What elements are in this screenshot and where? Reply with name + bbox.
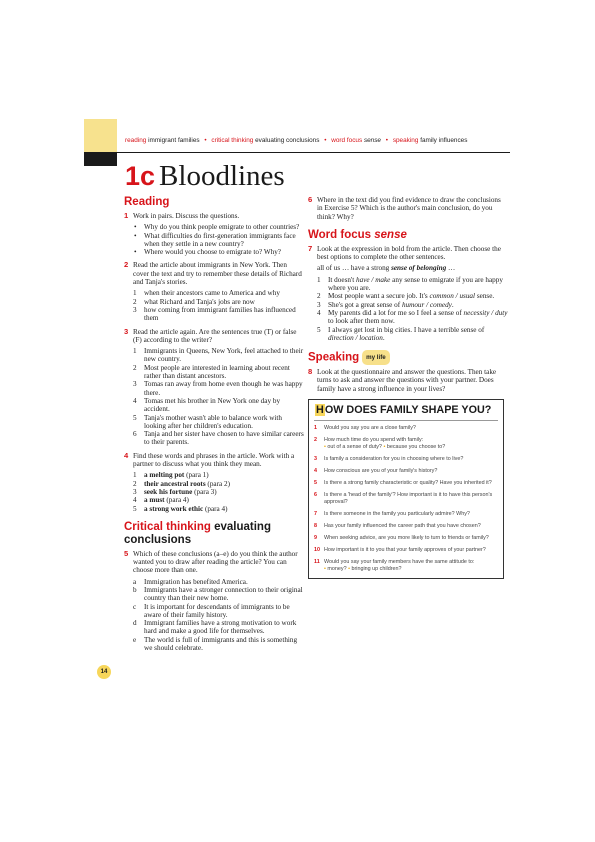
- exercise-4: [124, 452, 304, 469]
- list-item: • Where would you choose to emigrate to? Why?: [134, 248, 281, 257]
- questionnaire-title-text: OW DOES FAMILY SHAPE YOU?: [324, 404, 492, 417]
- sentence-part: .: [451, 300, 454, 309]
- word-focus-heading-word: sense: [374, 228, 407, 241]
- question-text: Would you say your family members have the same attitude to:: [324, 559, 475, 566]
- sentence-part: My parents did a lot for me so I feel a sense of: [328, 308, 464, 317]
- critical-thinking-heading: [124, 521, 304, 547]
- list-item-number: 4: [133, 496, 137, 505]
- phrase: their ancestral roots: [144, 479, 206, 488]
- questionnaire-item: [314, 547, 498, 554]
- question-number: 10: [314, 547, 320, 554]
- list-item: [124, 578, 304, 586]
- list-item-text: What difficulties do first-generation immigrants face when they settle in a new country?: [144, 231, 296, 248]
- phrase: a melting pot: [144, 471, 185, 480]
- list-item-text: what Richard and Tanja's jobs are now: [144, 297, 255, 306]
- reading-heading: Reading: [124, 196, 170, 208]
- right-column: [308, 196, 508, 579]
- critical-heading-red: Critical thinking: [124, 520, 211, 533]
- list-item: • Why do you think people emigrate to other countries?: [134, 223, 300, 232]
- question-number: 4: [314, 468, 317, 475]
- list-item: [308, 326, 508, 343]
- question-number: 3: [314, 456, 317, 463]
- question-number: 9: [314, 535, 317, 542]
- sentence-options: have / make: [356, 275, 391, 284]
- example-text: …: [446, 264, 456, 273]
- list-item-number: 1: [133, 471, 137, 480]
- list-item-text: Immigrants in Queens, New York, feel attached to their new country.: [144, 347, 304, 364]
- list-item-number: 3: [133, 305, 137, 314]
- topic-reading-label: reading: [125, 137, 147, 144]
- exercise-6: [308, 196, 508, 221]
- list-item: [308, 301, 508, 309]
- topic-wordfocus-label: word focus: [331, 137, 363, 144]
- exercise-number: 5: [124, 548, 129, 558]
- list-item-text: Tomas met his brother in New York one day by accident.: [144, 396, 281, 414]
- sentence-part: sense.: [475, 292, 495, 301]
- para-ref: (para 4): [166, 496, 189, 505]
- list-item-text: The world is full of immigrants and this is something we should celebrate.: [144, 635, 298, 653]
- para-ref: (para 4): [204, 504, 228, 513]
- exercise-7: [308, 245, 508, 262]
- phrase: a must: [144, 496, 165, 505]
- list-item: [124, 619, 304, 636]
- page-number: 14: [97, 665, 111, 679]
- header-rule: [117, 152, 510, 153]
- example-text: all of us … have a strong: [317, 264, 392, 273]
- question-number: 8: [314, 523, 317, 530]
- page-title: [125, 160, 285, 193]
- list-item-number: 2: [133, 479, 137, 488]
- sentence-part: She's got a great sense of: [328, 300, 402, 309]
- list-item-letter: e: [133, 635, 137, 644]
- questionnaire-item: [314, 425, 498, 432]
- list-item-number: 3: [317, 300, 321, 309]
- question-option: out of a sense of duty?: [327, 444, 382, 451]
- corner-tab-black: [84, 152, 117, 166]
- question-text: Is there a 'head of the family'? How important is it to have this person's approval?: [324, 492, 493, 506]
- topic-speaking-text: family influences: [420, 137, 468, 144]
- list-item: [124, 364, 304, 381]
- questionnaire-divider: [314, 420, 498, 421]
- example-bold: sense of belonging: [391, 264, 447, 273]
- exercise-1: [124, 212, 304, 220]
- question-text: Is family a consideration for you in choosing where to live?: [324, 456, 464, 463]
- sentence-part: .: [382, 333, 385, 342]
- exercise-instruction: Read the article about immigrants in New York. Then cover the text and try to remember these details of Richard and Tanja's stories.: [133, 261, 302, 287]
- exercise-5: [124, 550, 304, 575]
- sentence-part: any sense to emigrate if you are happy where you are.: [328, 275, 503, 293]
- questionnaire-item: [314, 437, 498, 451]
- speaking-heading-text: Speaking: [308, 351, 360, 364]
- list-item-text: Where would you choose to emigrate to? Why?: [144, 248, 281, 257]
- question-number: 11: [314, 559, 320, 566]
- lesson-number: 1c: [125, 161, 156, 191]
- questionnaire-item: [314, 523, 498, 530]
- list-item: [308, 276, 508, 293]
- list-item-letter: d: [133, 619, 137, 628]
- topic-critical-text: evaluating conclusions: [255, 137, 320, 144]
- list-item: [124, 380, 304, 397]
- exercise-instruction: Look at the questionnaire and answer the questions. Then take turns to ask and answer the questions with your partner. Does family have a strong influence in your lives?: [317, 368, 497, 393]
- para-ref: (para 2): [207, 479, 230, 488]
- lesson-title: Bloodlines: [159, 160, 285, 192]
- list-item: [308, 292, 508, 300]
- list-item: [124, 636, 304, 653]
- sentence-options: direction / location: [328, 333, 383, 342]
- topic-reading-text: immigrant families: [148, 137, 200, 144]
- word-focus-heading-text: Word focus: [308, 228, 372, 241]
- questionnaire-item: [314, 456, 498, 463]
- bullet-icon: •: [348, 566, 350, 573]
- questionnaire-title-initial: H: [316, 404, 324, 417]
- questionnaire-item: [314, 468, 498, 475]
- list-item-number: 1: [133, 347, 137, 356]
- list-item-text: Immigration has benefited America.: [144, 577, 248, 586]
- question-option: because you choose to?: [386, 444, 446, 451]
- questionnaire-item: [314, 480, 498, 487]
- list-item-number: 2: [133, 297, 137, 306]
- questionnaire-item: [314, 511, 498, 518]
- list-item: [124, 306, 304, 323]
- topic-critical-label: critical thinking: [211, 137, 254, 144]
- exercise-3: [124, 328, 304, 345]
- exercise-number: 7: [308, 243, 313, 253]
- topic-speaking-label: speaking: [392, 137, 419, 144]
- question-text: How conscious are you of your family's history?: [324, 468, 438, 475]
- left-column: [124, 196, 304, 652]
- para-ref: (para 3): [194, 487, 217, 496]
- exercise-number: 2: [124, 260, 129, 270]
- question-text: How important is it to you that your family approves of your partner?: [324, 547, 486, 554]
- list-item-text: Tanja and her sister have chosen to have similar careers to their parents.: [144, 430, 304, 447]
- question-number: 6: [314, 492, 317, 499]
- sentence-part: to look after them now.: [328, 317, 395, 326]
- example-sentence: [308, 264, 508, 272]
- list-item-number: 1: [317, 275, 321, 284]
- list-item-text: Why do you think people emigrate to other countries?: [144, 223, 300, 232]
- list-item: • What difficulties do first-generation immigrants face when they settle in a new country?: [134, 231, 296, 248]
- question-number: 5: [314, 480, 317, 487]
- para-ref: (para 1): [186, 471, 209, 480]
- bullet-icon: •: [324, 566, 326, 573]
- list-item-number: 4: [317, 308, 321, 317]
- list-item-text: Immigrant families have a strong motivation to work hard and make a good life for themselves.: [144, 619, 297, 636]
- list-item-text: how coming from immigrant families has influenced them: [144, 305, 296, 323]
- list-item: [124, 471, 304, 479]
- exercise-number: 1: [124, 211, 129, 220]
- exercise-instruction: Look at the expression in bold from the article. Then choose the best options to complete the other sentences.: [317, 244, 501, 262]
- question-option: money?: [327, 566, 347, 573]
- list-item: [124, 289, 304, 297]
- family-questionnaire: [308, 399, 504, 579]
- list-item: [124, 430, 304, 447]
- phrase: seek his fortune: [144, 487, 193, 496]
- list-item: [124, 586, 304, 603]
- question-number: 1: [314, 425, 317, 432]
- topic-wordfocus-text: sense: [363, 137, 381, 144]
- list-item: [124, 414, 304, 431]
- exercise-8: [308, 368, 508, 393]
- corner-tab-yellow: [84, 119, 117, 152]
- list-item: [124, 480, 304, 488]
- list-item: [124, 603, 304, 620]
- sentence-options: common / usual: [429, 292, 476, 301]
- list-item-number: 6: [133, 430, 137, 439]
- list-item: [124, 298, 304, 306]
- list-item-number: 5: [133, 504, 137, 513]
- list-item: [124, 397, 304, 414]
- phrase: a strong work ethic: [144, 504, 204, 513]
- topic-separator: •: [324, 137, 327, 144]
- sentence-part: Most people want a secure job. It's: [328, 292, 430, 301]
- speaking-heading: [308, 350, 508, 365]
- sentence-part: It doesn't: [328, 275, 357, 284]
- questionnaire-item: [314, 559, 498, 573]
- topic-bar: [125, 137, 515, 144]
- list-item-number: 4: [133, 396, 137, 405]
- critical-heading-dark: evaluating conclusions: [124, 520, 271, 546]
- my-life-badge: my life: [362, 350, 390, 365]
- list-item: [124, 496, 304, 504]
- list-item-number: 3: [133, 487, 137, 496]
- list-item-number: 2: [133, 363, 137, 372]
- questionnaire-item: [314, 492, 498, 506]
- question-text: When seeking advice, are you more likely to turn to friends or family?: [324, 535, 489, 542]
- list-item-text: Most people are interested in learning about recent rather than distant ancestors.: [144, 363, 290, 381]
- exercise-number: 4: [124, 450, 129, 460]
- list-item: [308, 309, 508, 326]
- question-text: Would you say you are a close family?: [324, 425, 416, 432]
- question-option: bringing up children?: [351, 566, 402, 573]
- sentence-part: I always get lost in big cities. I have a terrible sense of: [328, 325, 485, 334]
- word-focus-heading: [308, 229, 508, 242]
- question-text: Is there someone in the family you particularly admire? Why?: [324, 511, 470, 518]
- list-item-text: Immigrants have a stronger connection to their original country than their new home.: [144, 585, 303, 603]
- list-item-letter: b: [133, 585, 137, 594]
- sentence-options: humour / comedy: [401, 300, 452, 309]
- list-item-text: when their ancestors came to America and why: [144, 289, 280, 298]
- list-item-text: Tomas ran away from home even though he was happy there.: [144, 380, 303, 397]
- exercise-instruction: Read the article again. Are the sentences true (T) or false (F) according to the writer?: [133, 327, 297, 344]
- list-item-number: 1: [133, 289, 137, 298]
- question-text: How much time do you spend with family:: [324, 437, 424, 444]
- exercise-instruction: Work in pairs. Discuss the questions.: [133, 212, 240, 220]
- list-item: [124, 488, 304, 496]
- exercise-number: 8: [308, 367, 313, 377]
- list-item-number: 5: [133, 413, 137, 422]
- exercise-number: 3: [124, 326, 129, 336]
- list-item-text: It is important for descendants of immigrants to be aware of their family history.: [144, 602, 290, 619]
- list-item-letter: c: [133, 602, 137, 611]
- question-text: Has your family influenced the career path that you have chosen?: [324, 523, 481, 530]
- exercise-instruction: Find these words and phrases in the article. Work with a partner to discuss what you think they mean.: [133, 451, 295, 469]
- bullet-icon: •: [324, 444, 326, 451]
- bullet-icon: •: [383, 444, 386, 451]
- question-number: 7: [314, 511, 317, 518]
- exercise-number: 6: [308, 195, 313, 204]
- question-number: 2: [314, 437, 317, 444]
- sentence-options: necessity / duty: [463, 308, 508, 317]
- topic-separator: •: [385, 137, 389, 144]
- questionnaire-title: [314, 404, 498, 417]
- list-item: [124, 505, 304, 513]
- questionnaire-item: [314, 535, 498, 542]
- list-item-number: 3: [133, 380, 137, 389]
- list-item-letter: a: [133, 577, 137, 586]
- list-item: [124, 347, 304, 364]
- list-item-text: Tanja's mother wasn't able to balance work with looking after her children's education.: [144, 413, 283, 430]
- list-item-number: 2: [317, 292, 321, 301]
- question-text: Is there a strong family characteristic or quality? Have you inherited it?: [324, 480, 492, 487]
- topic-separator: •: [204, 137, 207, 144]
- exercise-instruction: Where in the text did you find evidence to draw the conclusions in Exercise 5? Which is the author's main conclusion, do you think? Why?: [317, 196, 501, 221]
- list-item-number: 5: [317, 325, 321, 334]
- exercise-2: [124, 261, 304, 286]
- exercise-instruction: Which of these conclusions (a–e) do you think the author wanted you to draw after reading the article? You can choose more than one.: [133, 549, 298, 575]
